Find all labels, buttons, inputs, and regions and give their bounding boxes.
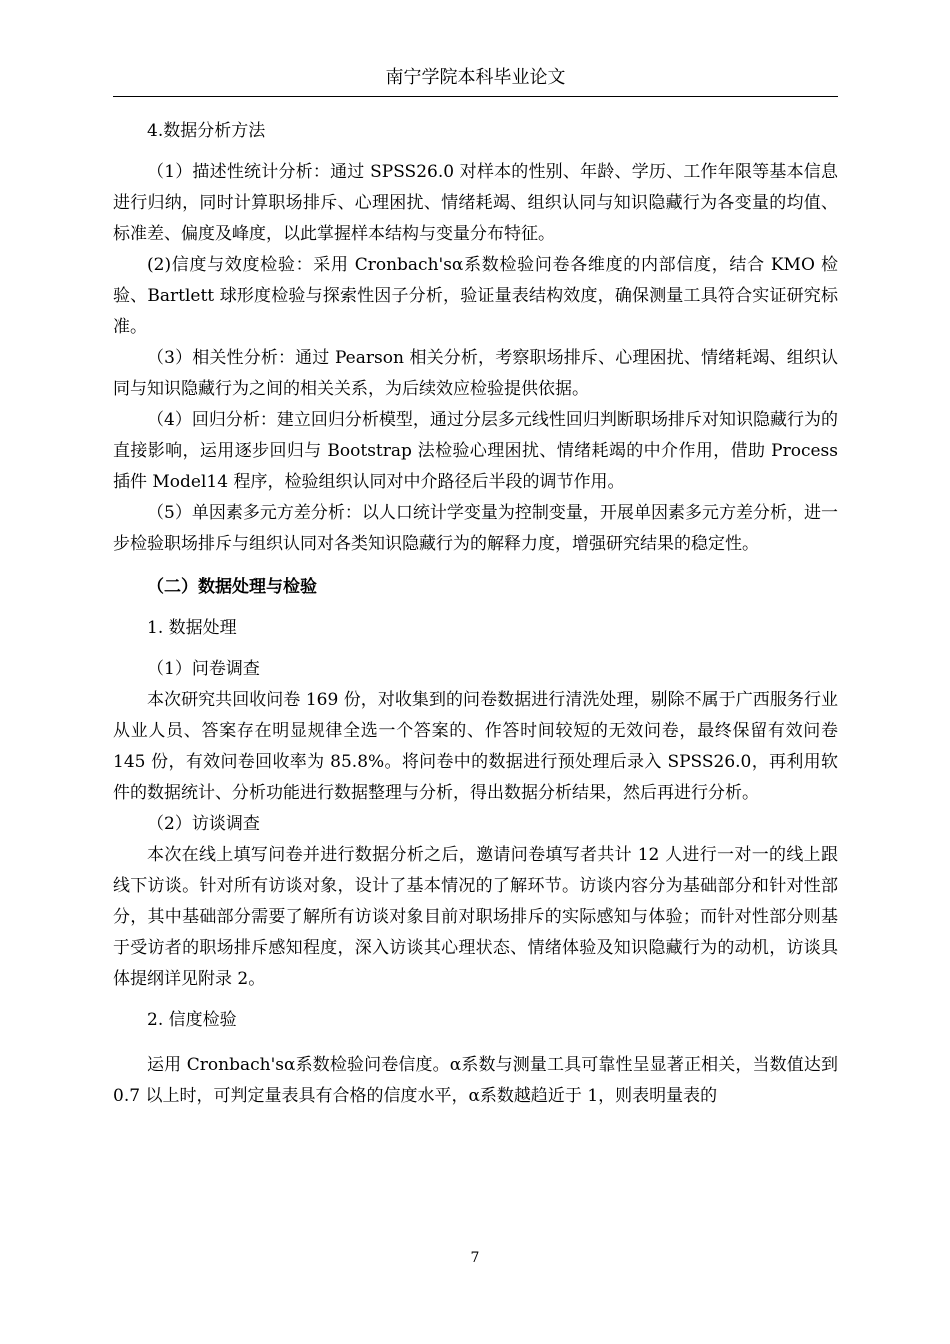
- paragraph-interview: 本次在线上填写问卷并进行数据分析之后，邀请问卷填写者共计 12 人进行一对一的线上跟线下访谈。针对所有访谈对象，设计了基本情况的了解环节。访谈内容分为基础部分和针对性部分，其中基础部分需要了解所有访谈对象目前对职场排斥的实际感知与体验；而针对性部分则基于受访者的职场排斥感知程度，深入访谈其心理状态、情绪体验及知识隐藏行为的动机，访谈具体提纲详见附录 2。: [113, 845, 838, 989]
- subheading-questionnaire: （1）问卷调查: [147, 659, 260, 679]
- page-body: [113, 116, 838, 1112]
- paragraph-questionnaire: 本次研究共回收问卷 169 份，对收集到的问卷数据进行清洗处理，剔除不属于广西服务行业从业人员、答案存在明显规律全选一个答案的、作答时间较短的无效问卷，最终保留有效问卷 145 份，有效问卷回收率为 85.8%。将问卷中的数据进行预处理后录入 SPSS26.0，再利用软件的数据统计、分析功能进行数据整理与分析，得出数据分析结果，然后再进行分析。: [113, 690, 838, 803]
- paragraph-correlation: （3）相关性分析：通过 Pearson 相关分析，考察职场排斥、心理困扰、情绪耗竭、组织认同与知识隐藏行为之间的相关关系，为后续效应检验提供依据。: [113, 348, 838, 399]
- header-divider: [113, 96, 838, 97]
- paragraph-descriptive-stats: （1）描述性统计分析：通过 SPSS26.0 对样本的性别、年龄、学历、工作年限等基本信息进行归纳，同时计算职场排斥、心理困扰、情绪耗竭、组织认同与知识隐藏行为各变量的均值、标准差、偏度及峰度，以此掌握样本结构与变量分布特征。: [113, 162, 838, 244]
- page-number: 7: [470, 1250, 480, 1266]
- paragraph-reliability-validity: (2)信度与效度检验：采用 Cronbach'sα系数检验问卷各维度的内部信度，结合 KMO 检验、Bartlett 球形度检验与探索性因子分析，验证量表结构效度，确保测量工具符合实证研究标准。: [113, 255, 838, 337]
- paragraph-regression: （4）回归分析：建立回归分析模型，通过分层多元线性回归判断职场排斥对知识隐藏行为的直接影响，运用逐步回归与 Bootstrap 法检验心理困扰、情绪耗竭的中介作用，借助 Process 插件 Model14 程序，检验组织认同对中介路径后半段的调节作用。: [113, 410, 838, 492]
- paragraph-manova: （5）单因素多元方差分析：以人口统计学变量为控制变量，开展单因素多元方差分析，进一步检验职场排斥与组织认同对各类知识隐藏行为的解释力度，增强研究结果的稳定性。: [113, 503, 838, 554]
- subheading-data-processing: 1. 数据处理: [147, 618, 237, 638]
- subheading-reliability-test: 2. 信度检验: [147, 1010, 237, 1030]
- paragraph-reliability-test: 运用 Cronbach'sα系数检验问卷信度。α系数与测量工具可靠性呈显著正相关，当数值达到 0.7 以上时，可判定量表具有合格的信度水平，α系数越趋近于 1，则表明量表的: [113, 1055, 838, 1106]
- running-header: 南宁学院本科毕业论文: [385, 67, 566, 88]
- subheading-interview: （2）访谈调查: [147, 814, 260, 834]
- section-heading-data-processing: （二）数据处理与检验: [147, 577, 317, 597]
- section-heading-4: 4.数据分析方法: [147, 121, 266, 141]
